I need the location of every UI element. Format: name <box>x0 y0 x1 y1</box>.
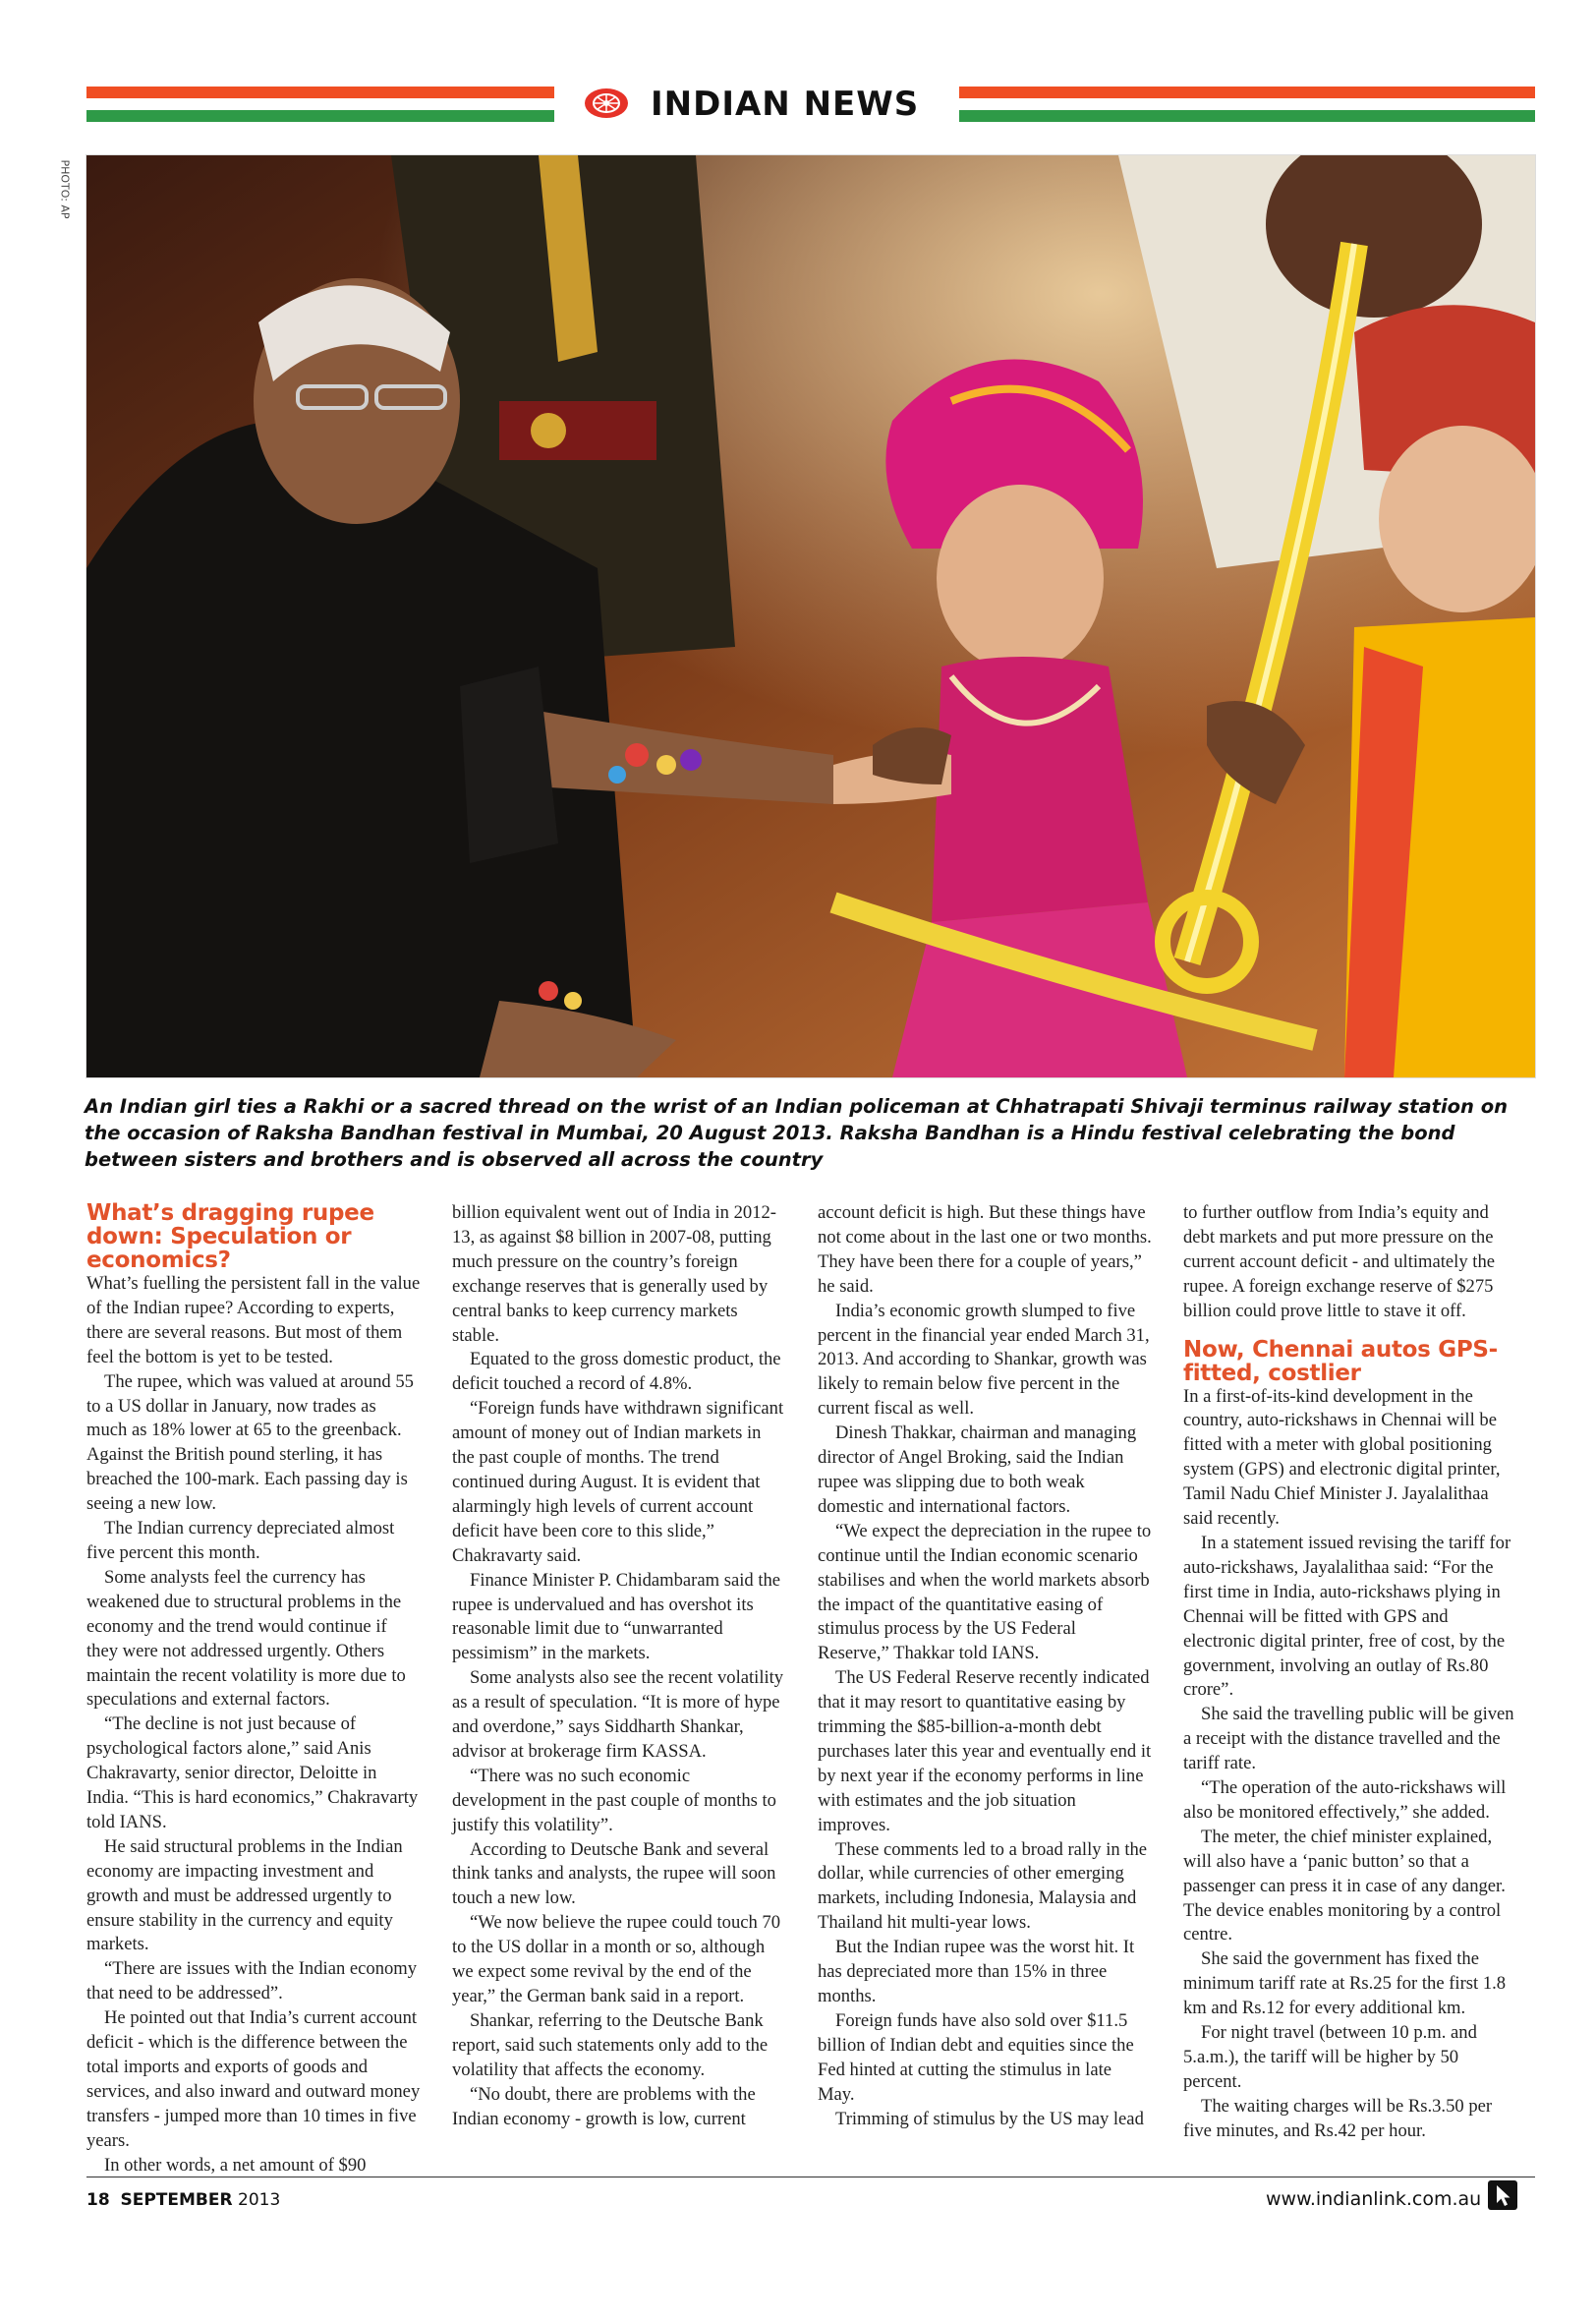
article-paragraph: In a first-of-its-kind development in the country, auto-rickshaws in Chennai will be fitted with a meter with global positioning system (GPS) and electronic digital printer, Tamil Nadu Chief Minister J. Jayalalithaa said recently. <box>1183 1385 1501 1530</box>
article-paragraph: “The decline is not just because of psychological factors alone,” said Anis Chakravarty, senior director, Deloitte in India. “This is hard economics,” Chakravarty told IANS. <box>86 1713 419 1832</box>
article-paragraph: The Indian currency depreciated almost five percent this month. <box>86 1518 395 1563</box>
article-paragraph: He said structural problems in the Indian economy are impacting investment and growth and must be addressed urgently to ensure stability in the currency and equity markets. <box>86 1835 403 1955</box>
article-column-3 <box>818 1201 1152 2131</box>
footer-page-info <box>86 2190 280 2210</box>
article-paragraph: Finance Minister P. Chidambaram said the rupee is undervalued and has overshot its reasonable limit due to “unwarranted pessimism” in the markets. <box>452 1569 781 1664</box>
page-number: 18 <box>86 2190 110 2210</box>
article-paragraph: Some analysts feel the currency has weakened due to structural problems in the economy and the trend would continue if they were not addressed urgently. Others maintain the recent volatility is more due to speculations and external factors. <box>86 1566 406 1711</box>
article-column-1 <box>86 1201 421 2178</box>
article-paragraph: Some analysts also see the recent volatility as a result of speculation. “It is more of hype and overdone,” says Siddharth Shankar, advisor at brokerage firm KASSA. <box>452 1667 784 1762</box>
photo-credit <box>58 153 83 232</box>
issue-year: 2013 <box>238 2190 281 2210</box>
article-paragraph: billion equivalent went out of India in 2012-13, as against $8 billion in 2007-08, putting much pressure on the country’s foreign exchange reserves that is generally used by central banks to keep currency markets stable. <box>452 1202 776 1346</box>
article-column-4 <box>1183 1201 1517 2144</box>
article-paragraph: Equated to the gross domestic product, the deficit touched a record of 4.8%. <box>452 1349 781 1395</box>
article-column-2 <box>452 1201 786 2131</box>
section-title: INDIAN NEWS <box>651 85 920 124</box>
article-paragraph: Trimming of stimulus by the US may lead <box>835 2108 1144 2129</box>
article-paragraph: But the Indian rupee was the worst hit. It has depreciated more than 15% in three months. <box>818 1937 1135 2006</box>
article-paragraph: to further outflow from India’s equity and debt markets and put more pressure on the current account deficit - and ultimately the rupee. A foreign exchange reserve of $275 billion could prove little to stave it off. <box>1183 1202 1495 1321</box>
india-chakra-logo-icon <box>584 87 629 120</box>
article-paragraph: Dinesh Thakkar, chairman and managing director of Angel Broking, said the Indian rupee was slipping due to both weak domestic and international factors. <box>818 1422 1137 1517</box>
article-paragraph: Foreign funds have also sold over $11.5 billion of Indian debt and equities since the Fed hinted at cutting the stimulus in late May. <box>818 2009 1134 2105</box>
issue-month: SEPTEMBER <box>120 2190 233 2210</box>
article-paragraph: “Foreign funds have withdrawn significant amount of money out of Indian markets in the past couple of months. The trend continued during August. It is evident that alarmingly high levels of current account deficit have been core to this slide,” Chakravarty said. <box>452 1398 784 1566</box>
article-paragraph: In other words, a net amount of $90 <box>104 2154 367 2176</box>
article-headline-chennai-autos: Now, Chennai autos GPS-fitted, costlier <box>1183 1336 1498 1386</box>
article-paragraph: The rupee, which was valued at around 55 to a US dollar in January, now trades as much as 18% lower at 65 to the greenback. Against the British pound sterling, it has breached the 100-mark. Each passing day is seeing a new low. <box>86 1370 414 1515</box>
photo-caption: An Indian girl ties a Rakhi or a sacred thread on the wrist of an Indian policeman at Chhatrapati Shivaji terminus railway station on the occasion of Raksha Bandhan festival in Mumbai, 20 August 2013. Raksha Bandhan is a Hindu festival celebrating the bond between sisters and brothers and is observed all across the country <box>85 1095 1509 1171</box>
article-paragraph: “We now believe the rupee could touch 70 to the US dollar in a month or so, although we expect some revival by the end of the year,” the German bank said in a report. <box>452 1912 781 2006</box>
article-paragraph: The waiting charges will be Rs.3.50 per five minutes, and Rs.42 per hour. <box>1183 2095 1493 2141</box>
tricolor-stripes-left <box>86 87 554 122</box>
article-paragraph: account deficit is high. But these things have not come about in the last one or two months. They have been there for a couple of years,” he said. <box>818 1202 1152 1297</box>
article-paragraph: She said the travelling public will be given a receipt with the distance travelled and the tariff rate. <box>1183 1704 1514 1774</box>
article-paragraph: According to Deutsche Bank and several think tanks and analysts, the rupee will soon touch a new low. <box>452 1838 776 1909</box>
article-paragraph: For night travel (between 10 p.m. and 5.a.m.), the tariff will be higher by 50 percent. <box>1183 2022 1477 2092</box>
cursor-arrow-icon[interactable] <box>1488 2180 1517 2210</box>
tricolor-stripes-right <box>959 87 1535 122</box>
article-paragraph: The US Federal Reserve recently indicated that it may resort to quantitative easing by trimming the $85-billion-a-month debt purchases later this year and eventually end it by next year if the economy performs in line with estimates and the job situation improves. <box>818 1667 1152 1835</box>
article-paragraph: These comments led to a broad rally in the dollar, while currencies of other emerging markets, including Indonesia, Malaysia and Thailand hit multi-year lows. <box>818 1838 1148 1934</box>
article-paragraph: What’s fuelling the persistent fall in the value of the Indian rupee? According to experts, there are several reasons. But most of them feel the bottom is yet to be tested. <box>86 1273 421 1367</box>
article-paragraph: Shankar, referring to the Deutsche Bank report, said such statements only add to the volatility that affects the economy. <box>452 2009 769 2080</box>
article-paragraph: She said the government has fixed the minimum tariff rate at Rs.25 for the first 1.8 km and Rs.12 for every additional km. <box>1183 1948 1507 2019</box>
section-header <box>86 83 1535 126</box>
news-photo <box>86 155 1535 1077</box>
article-paragraph: “There was no such economic development in the past couple of months to justify this volatility”. <box>452 1765 776 1835</box>
article-paragraph: The meter, the chief minister explained, will also have a ‘panic button’ so that a passenger can press it in case of any danger. The device enables monitoring by a control centre. <box>1183 1826 1506 1945</box>
article-paragraph: In a statement issued revising the tariff for auto-rickshaws, Jayalalithaa said: “For the first time in India, auto-rickshaws plying in Chennai will be fitted with GPS and electronic digital printer, free of cost, by the government, involving an outlay of Rs.80 crore”. <box>1183 1532 1511 1701</box>
article-paragraph: “There are issues with the Indian economy that need to be addressed”. <box>86 1958 418 2004</box>
website-link[interactable]: www.indianlink.com.au <box>1266 2188 1482 2210</box>
article-paragraph: “The operation of the auto-rickshaws will also be monitored effectively,” she added. <box>1183 1777 1507 1823</box>
article-paragraph: “We expect the depreciation in the rupee to continue until the Indian economic scenario stabilises and when the world markets absorb the impact of the quantitative easing of stimulus process by the US Federal Reserve,” Thakkar told IANS. <box>818 1520 1152 1664</box>
article-paragraph: He pointed out that India’s current account deficit - which is the difference between the total imports and exports of goods and services, and also inward and outward money transfers - jumped more than 10 times in five years. <box>86 2007 421 2151</box>
photo-credit-text: PHOTO: AP <box>58 159 72 219</box>
article-headline-rupee: What’s dragging rupee down: Speculation or economics? <box>86 1200 374 1273</box>
article-paragraph: “No doubt, there are problems with the Indian economy - growth is low, current <box>452 2083 756 2129</box>
article-paragraph: India’s economic growth slumped to five percent in the financial year ended March 31, 2013. And according to Shankar, growth was likely to remain below five percent in the current fiscal as well. <box>818 1300 1150 1420</box>
